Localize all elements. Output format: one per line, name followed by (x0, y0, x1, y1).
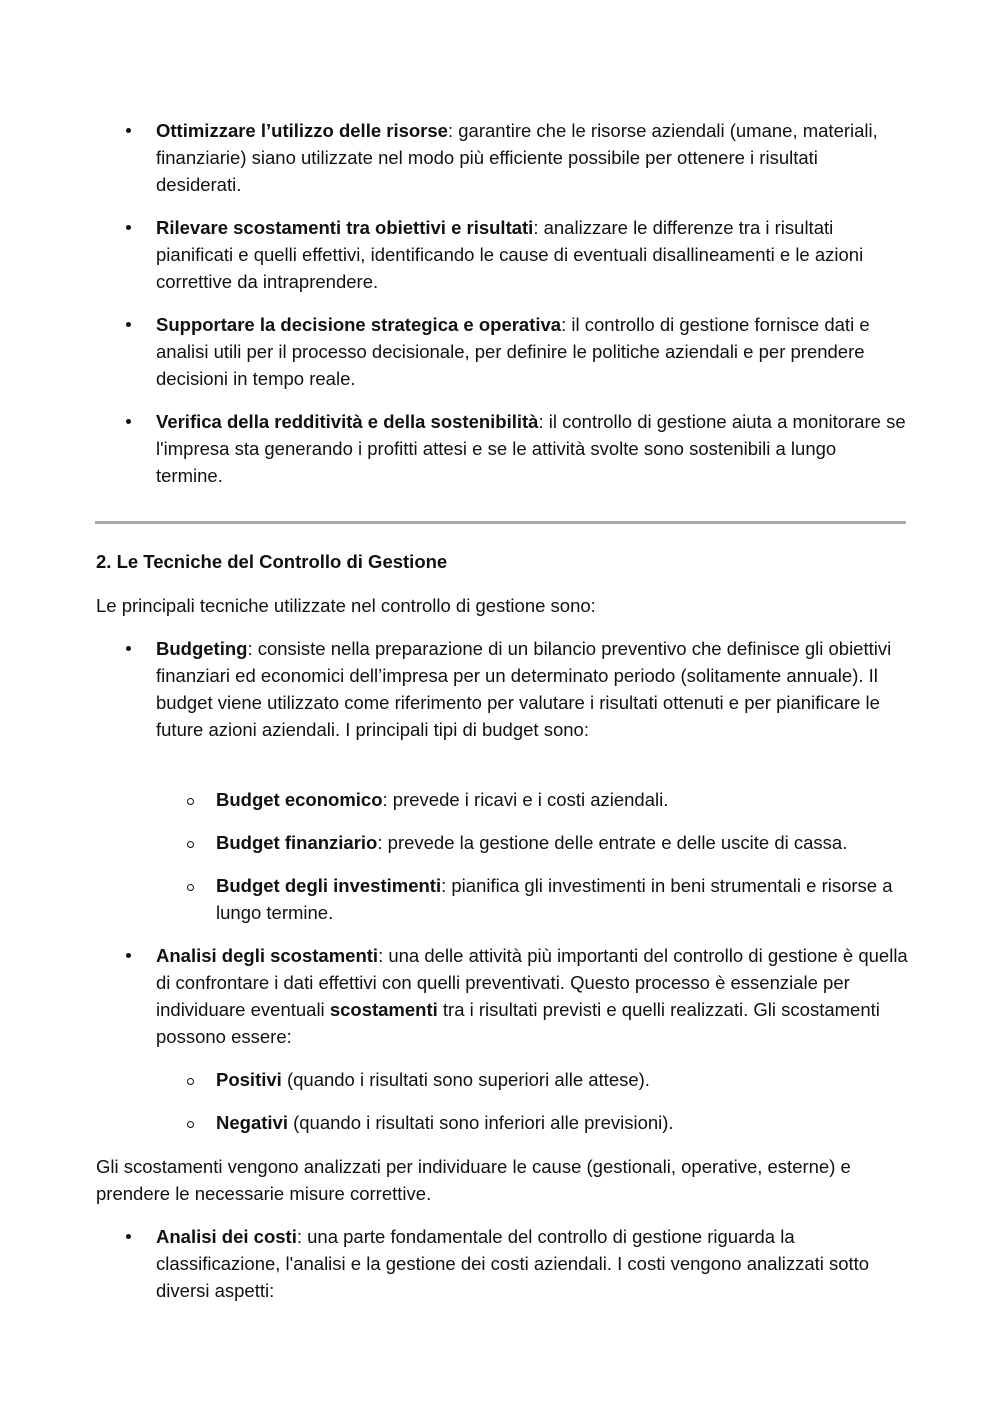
horizontal-divider (95, 521, 906, 524)
bullet-text: : il controllo di gestione fornisce dati e analisi utili per il processo decisionale, per definire le politiche aziendali e per prendere decisioni in tempo reale. (156, 314, 870, 389)
budget-sub-item-3 (0, 872, 896, 926)
list-item (156, 214, 908, 295)
bullet-text-end: tra i risultati previsti e quelli realizzati. Gli scostamenti possono essere: (156, 999, 880, 1047)
bullet-term: Supportare la decisione strategica e operativa (156, 314, 562, 335)
bullet-icon (126, 322, 131, 327)
bullet-text: : una parte fondamentale del controllo di gestione riguarda la classificazione, l'analisi e la gestione dei costi aziendali. I costi vengono analizzati sotto diversi aspetti: (156, 1226, 870, 1301)
section-heading: 2. Le Tecniche del Controllo di Gestione (96, 551, 448, 572)
list-item (156, 942, 908, 1050)
scostamenti-bullet (0, 942, 908, 1050)
bullet-term: Rilevare scostamenti tra obiettivi e risultati (156, 217, 534, 238)
circle-bullet-icon (187, 1121, 194, 1128)
intro-bullet-list-4 (0, 408, 908, 489)
intro-bullet-list (0, 117, 908, 198)
list-item (156, 635, 908, 743)
bullet-term: Budget degli investimenti (216, 875, 442, 896)
scostamenti-sub-item-1 (0, 1066, 916, 1093)
circle-bullet-icon (187, 841, 194, 848)
bullet-icon (126, 953, 131, 958)
list-item (156, 117, 908, 198)
bullet-term: Budget finanziario (216, 832, 378, 853)
bullet-term: Ottimizzare l’utilizzo delle risorse (156, 120, 448, 141)
bullet-term: Positivi (216, 1069, 282, 1090)
intro-bullet-list-3 (0, 311, 908, 392)
bullet-text: : garantire che le risorse aziendali (umane, materiali, finanziarie) siano utilizzate nel modo più efficiente possibile per ottenere i risultati desiderati. (156, 120, 878, 195)
bullet-text: : pianifica gli investimenti in beni strumentali e risorse a lungo termine. (216, 875, 893, 923)
bullet-text: : il controllo di gestione aiuta a monitorare se l'impresa sta generando i profitti attesi e se le attività svolte sono sostenibili a lungo termine. (156, 411, 906, 486)
bullet-icon (126, 419, 131, 424)
list-item (156, 1223, 908, 1304)
list-item (216, 786, 916, 813)
bullet-icon (126, 128, 131, 133)
list-item (156, 408, 908, 489)
bullet-text: : analizzare le differenze tra i risultati pianificati e quelli effettivi, identificando le cause di eventuali disallineamenti e le azioni correttive da intraprendere. (156, 217, 864, 292)
bullet-text: : consiste nella preparazione di un bilancio preventivo che definisce gli obiettivi finanziari ed economici dell’impresa per un determinato periodo (solitamente annuale). Il budget viene utilizzato come riferimento per valutare i risultati ottenuti e per pianificare le future azioni aziendali. I principali tipi di budget sono: (156, 638, 892, 740)
intro-bullet-list-2 (0, 214, 908, 295)
budgeting-bullet (0, 635, 908, 743)
list-item (156, 311, 908, 392)
bullet-term: Analisi dei costi (156, 1226, 297, 1247)
bullet-term: Verifica della redditività e della sostenibilità (156, 411, 539, 432)
circle-bullet-icon (187, 798, 194, 805)
list-item (216, 1109, 916, 1136)
section-intro: Le principali tecniche utilizzate nel controllo di gestione sono: (96, 595, 596, 616)
circle-bullet-icon (187, 884, 194, 891)
bullet-term: Analisi degli scostamenti (156, 945, 379, 966)
scostamenti-sub-item-2 (0, 1109, 916, 1136)
bullet-icon (126, 225, 131, 230)
bullet-icon (126, 646, 131, 651)
costi-bullet (0, 1223, 908, 1304)
bullet-term: Negativi (216, 1112, 288, 1133)
circle-bullet-icon (187, 1078, 194, 1085)
list-item (216, 829, 916, 856)
bullet-term: Budget economico (216, 789, 383, 810)
bullet-text: (quando i risultati sono superiori alle attese). (281, 1069, 650, 1090)
bullet-term: Budgeting (156, 638, 248, 659)
budget-sub-item-1 (0, 786, 916, 813)
list-item (216, 872, 896, 926)
bullet-icon (126, 1234, 131, 1239)
bullet-text: (quando i risultati sono inferiori alle previsioni). (287, 1112, 674, 1133)
bullet-text: : una delle attività più importanti del controllo di gestione è quella di confrontare i dati effettivi con quelli preventivati. Questo processo è essenziale per individuare eventuali (156, 945, 908, 1020)
list-item (216, 1066, 916, 1093)
bullet-text: : prevede i ricavi e i costi aziendali. (382, 789, 669, 810)
bullet-text: : prevede la gestione delle entrate e delle uscite di cassa. (377, 832, 848, 853)
scostamenti-paragraph: Gli scostamenti vengono analizzati per individuare le cause (gestionali, operative, esterne) e prendere le necessarie misure correttive. (96, 1156, 851, 1204)
budget-sub-item-2 (0, 829, 916, 856)
bullet-emphasis: scostamenti (329, 999, 438, 1020)
